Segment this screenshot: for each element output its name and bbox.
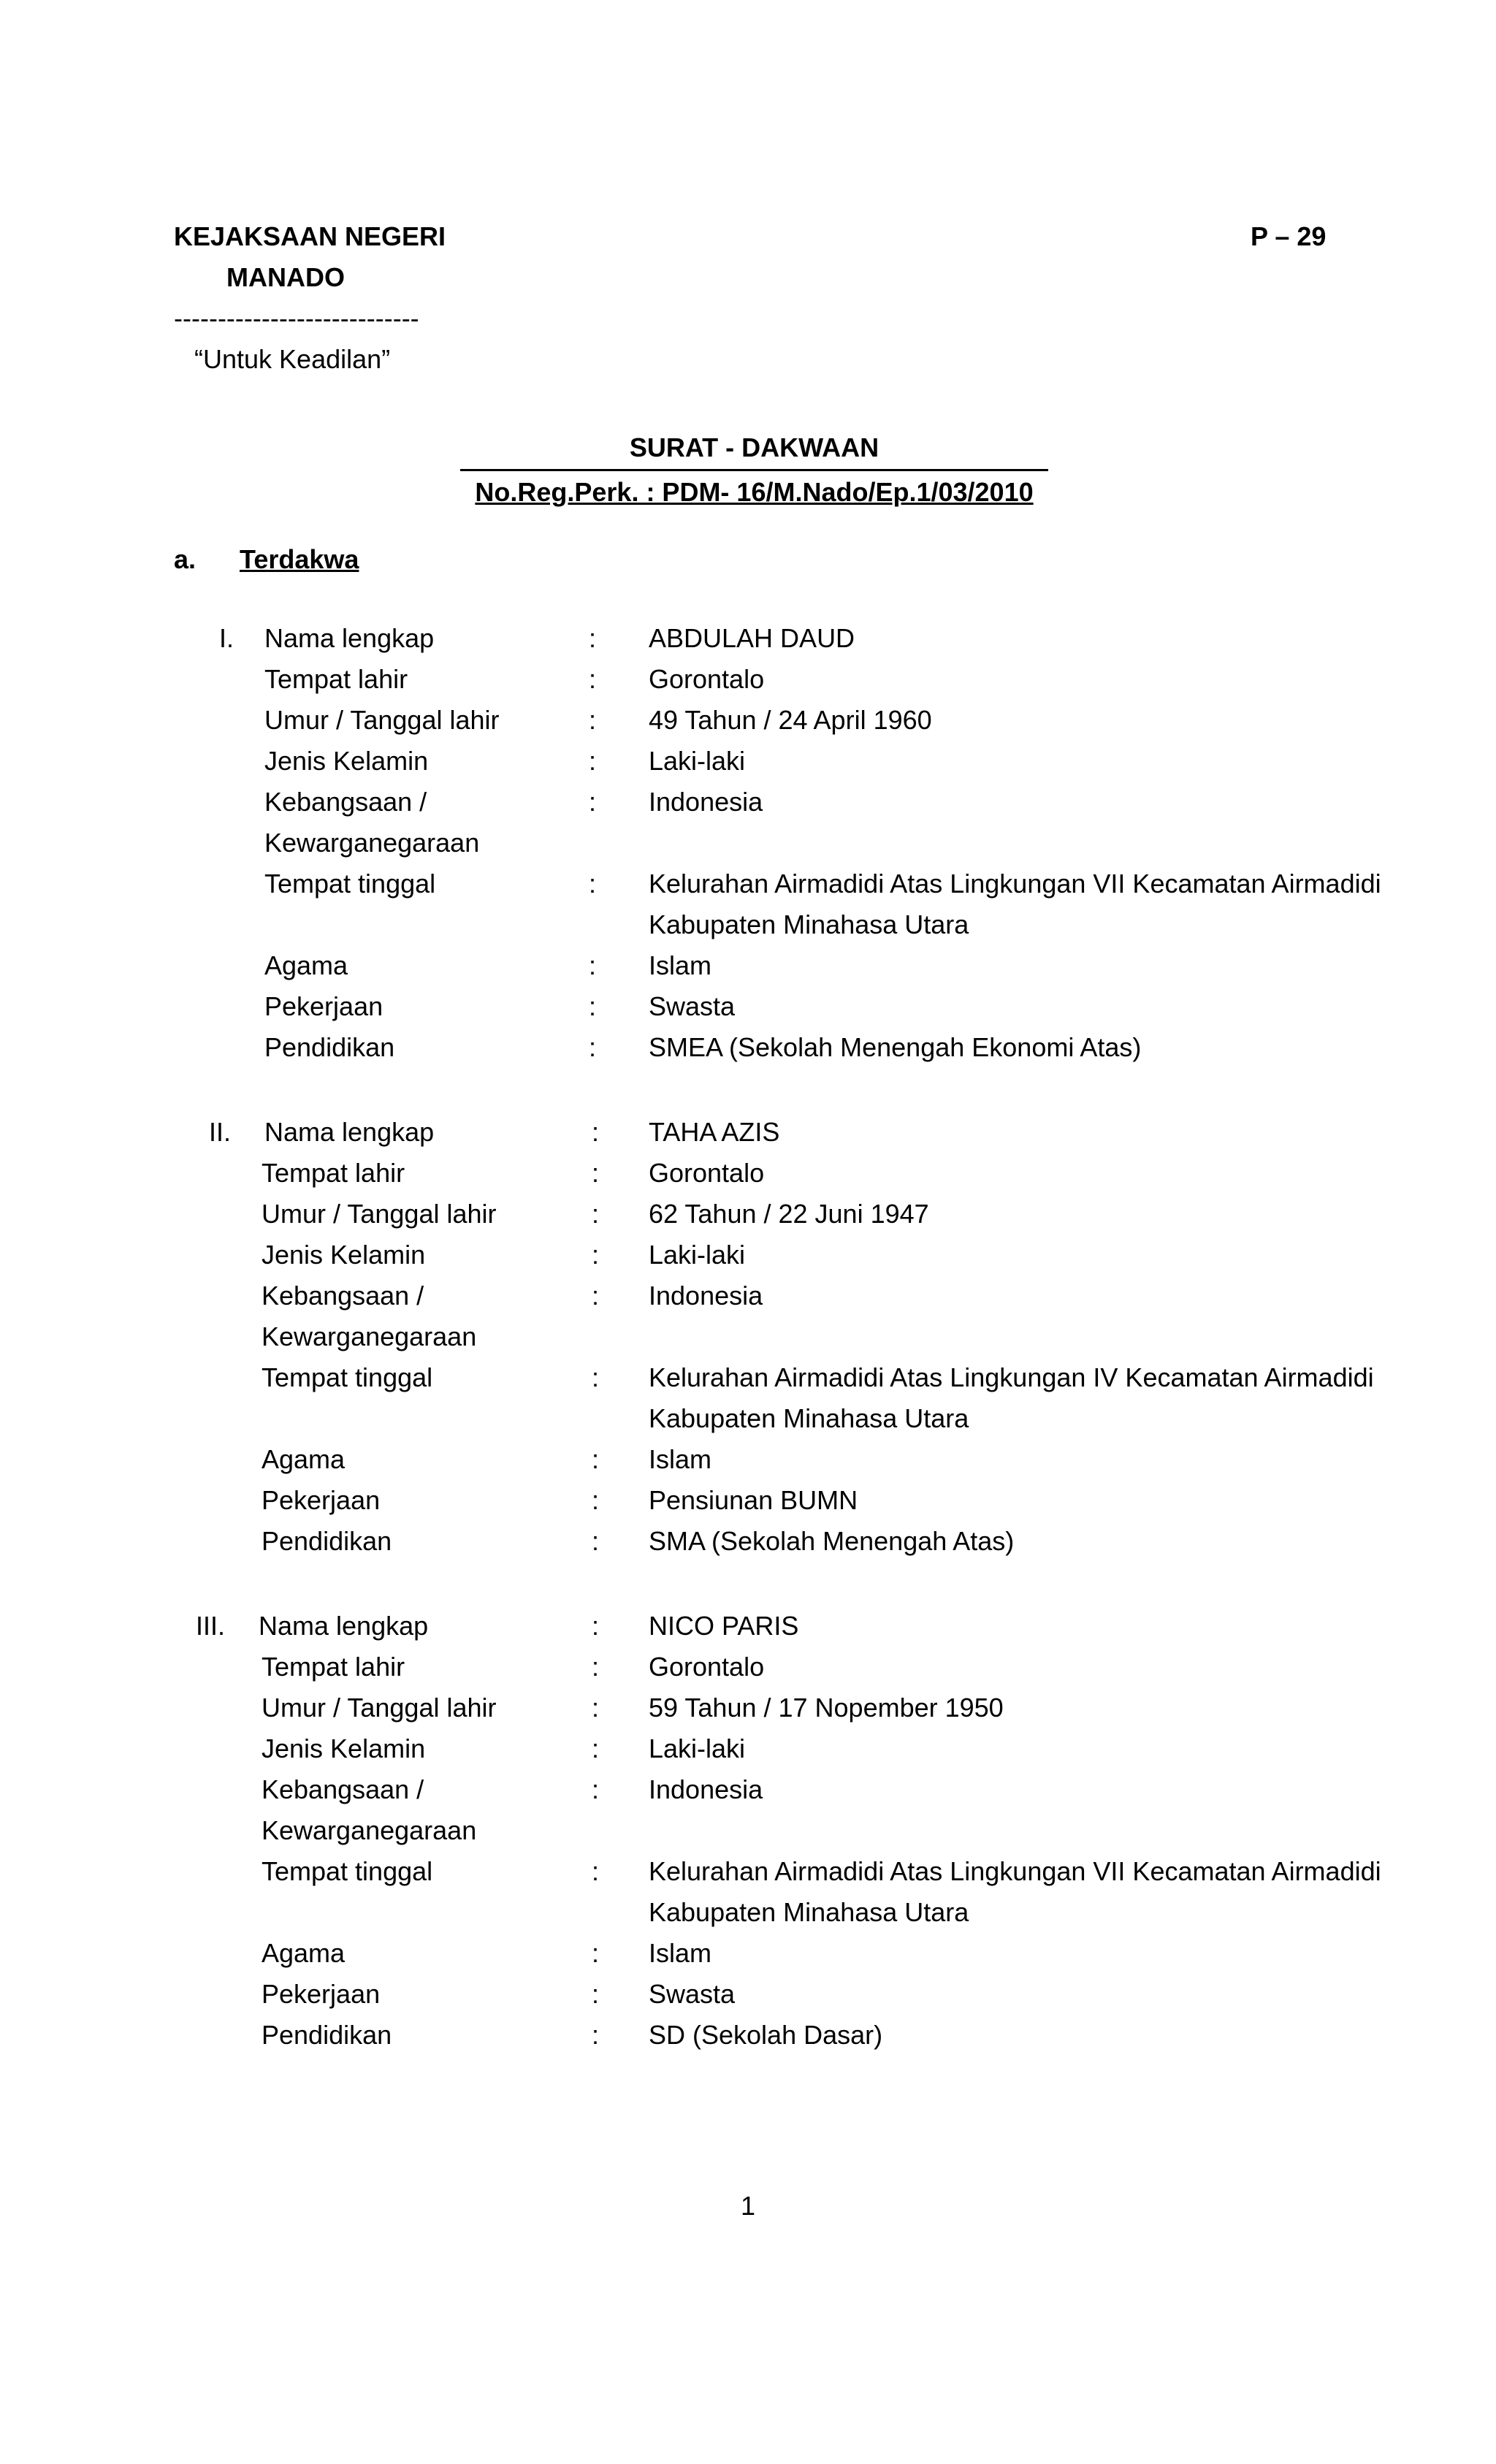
field-value: Kelurahan Airmadidi Atas Lingkungan IV Kecamatan Airmadidi xyxy=(649,1362,1374,1392)
field-colon: : xyxy=(589,991,597,1021)
field-colon: : xyxy=(592,1693,600,1723)
field-colon: : xyxy=(592,1652,600,1682)
field-label: Jenis Kelamin xyxy=(262,1240,426,1270)
field-value: NICO PARIS xyxy=(649,1611,799,1641)
field-label: Tempat lahir xyxy=(262,1652,405,1682)
field-value: Laki-laki xyxy=(649,1733,746,1763)
section-marker: a. xyxy=(174,544,196,574)
field-value: ABDULAH DAUD xyxy=(649,623,855,653)
field-colon: : xyxy=(592,1485,600,1515)
field-label: Pendidikan xyxy=(262,1526,392,1556)
defendant-numeral: III. xyxy=(196,1611,226,1641)
field-label: Tempat lahir xyxy=(262,1158,405,1188)
defendant-numeral: I. xyxy=(219,623,234,653)
field-value: TAHA AZIS xyxy=(649,1117,780,1147)
field-value: Gorontalo xyxy=(649,664,765,694)
defendant-numeral: II. xyxy=(209,1117,232,1147)
field-label: Nama lengkap xyxy=(259,1611,429,1641)
field-label: Agama xyxy=(262,1938,346,1968)
field-colon: : xyxy=(589,950,597,980)
field-colon: : xyxy=(589,746,597,776)
field-label: Agama xyxy=(262,1444,346,1474)
field-label-continued: Kewarganegaraan xyxy=(262,1321,477,1351)
motto: “Untuk Keadilan” xyxy=(194,344,391,374)
field-value: Gorontalo xyxy=(649,1652,765,1682)
field-value: Laki-laki xyxy=(649,746,746,776)
field-colon: : xyxy=(589,869,597,899)
section-heading: Terdakwa xyxy=(240,544,359,574)
field-label: Pendidikan xyxy=(262,2020,392,2050)
field-label-continued: Kewarganegaraan xyxy=(262,1815,477,1845)
field-colon: : xyxy=(589,787,597,817)
field-colon: : xyxy=(592,1856,600,1886)
field-colon: : xyxy=(589,623,597,653)
field-value: Laki-laki xyxy=(649,1240,746,1270)
field-value: SMA (Sekolah Menengah Atas) xyxy=(649,1526,1015,1556)
field-value: Pensiunan BUMN xyxy=(649,1485,858,1515)
form-code: P – 29 xyxy=(1251,221,1327,251)
field-label-continued: Kewarganegaraan xyxy=(264,828,480,858)
field-colon: : xyxy=(592,1117,600,1147)
field-colon: : xyxy=(589,1032,597,1062)
field-value: Islam xyxy=(649,950,712,980)
field-colon: : xyxy=(589,705,597,735)
field-colon: : xyxy=(592,1362,600,1392)
field-label: Agama xyxy=(264,950,348,980)
field-label: Kebangsaan / xyxy=(264,787,427,817)
field-label: Jenis Kelamin xyxy=(264,746,429,776)
field-label: Tempat tinggal xyxy=(262,1856,433,1886)
field-value: Swasta xyxy=(649,991,736,1021)
field-label: Jenis Kelamin xyxy=(262,1733,426,1763)
field-value: Indonesia xyxy=(649,787,763,817)
agency-name-line1: KEJAKSAAN NEGERI xyxy=(174,221,446,251)
field-colon: : xyxy=(592,1199,600,1229)
field-colon: : xyxy=(592,1526,600,1556)
field-label: Kebangsaan / xyxy=(262,1774,424,1804)
field-label: Nama lengkap xyxy=(264,1117,435,1147)
field-colon: : xyxy=(592,1240,600,1270)
field-label: Tempat lahir xyxy=(264,664,408,694)
field-value: SMEA (Sekolah Menengah Ekonomi Atas) xyxy=(649,1032,1142,1062)
field-label: Umur / Tanggal lahir xyxy=(262,1693,497,1723)
field-value: Indonesia xyxy=(649,1774,763,1804)
field-colon: : xyxy=(592,1158,600,1188)
field-colon: : xyxy=(592,1611,600,1641)
field-value-continued: Kabupaten Minahasa Utara xyxy=(649,1403,969,1433)
field-label: Pekerjaan xyxy=(262,1979,381,2009)
field-value: Kelurahan Airmadidi Atas Lingkungan VII Kecamatan Airmadidi xyxy=(649,869,1381,899)
field-value: Islam xyxy=(649,1444,712,1474)
field-label: Tempat tinggal xyxy=(264,869,436,899)
field-value: SD (Sekolah Dasar) xyxy=(649,2020,883,2050)
field-label: Pendidikan xyxy=(264,1032,395,1062)
field-colon: : xyxy=(592,1281,600,1311)
field-colon: : xyxy=(592,2020,600,2050)
field-colon: : xyxy=(592,1774,600,1804)
field-value: Indonesia xyxy=(649,1281,763,1311)
field-label: Nama lengkap xyxy=(264,623,435,653)
field-value: 62 Tahun / 22 Juni 1947 xyxy=(649,1199,929,1229)
page-number: 1 xyxy=(741,2191,756,2221)
field-value: Gorontalo xyxy=(649,1158,765,1188)
header-divider: ---------------------------- xyxy=(174,303,419,333)
registration-number: No.Reg.Perk. : PDM- 16/M.Nado/Ep.1/03/2010 xyxy=(475,477,1034,507)
field-label: Tempat tinggal xyxy=(262,1362,433,1392)
field-label: Pekerjaan xyxy=(262,1485,381,1515)
field-colon: : xyxy=(589,664,597,694)
field-value: Kelurahan Airmadidi Atas Lingkungan VII Kecamatan Airmadidi xyxy=(649,1856,1381,1886)
field-label: Pekerjaan xyxy=(264,991,383,1021)
field-value: Islam xyxy=(649,1938,712,1968)
field-value: 59 Tahun / 17 Nopember 1950 xyxy=(649,1693,1004,1723)
field-value-continued: Kabupaten Minahasa Utara xyxy=(649,1897,969,1927)
field-value: 49 Tahun / 24 April 1960 xyxy=(649,705,932,735)
agency-name-line2: MANADO xyxy=(226,262,345,292)
field-label: Umur / Tanggal lahir xyxy=(264,705,500,735)
title-heading: SURAT - DAKWAAN xyxy=(629,432,879,462)
field-colon: : xyxy=(592,1979,600,2009)
field-label: Kebangsaan / xyxy=(262,1281,424,1311)
field-colon: : xyxy=(592,1938,600,1968)
field-value: Swasta xyxy=(649,1979,736,2009)
document-title xyxy=(460,432,1048,508)
field-colon: : xyxy=(592,1444,600,1474)
field-label: Umur / Tanggal lahir xyxy=(262,1199,497,1229)
field-colon: : xyxy=(592,1733,600,1763)
field-value-continued: Kabupaten Minahasa Utara xyxy=(649,909,969,939)
